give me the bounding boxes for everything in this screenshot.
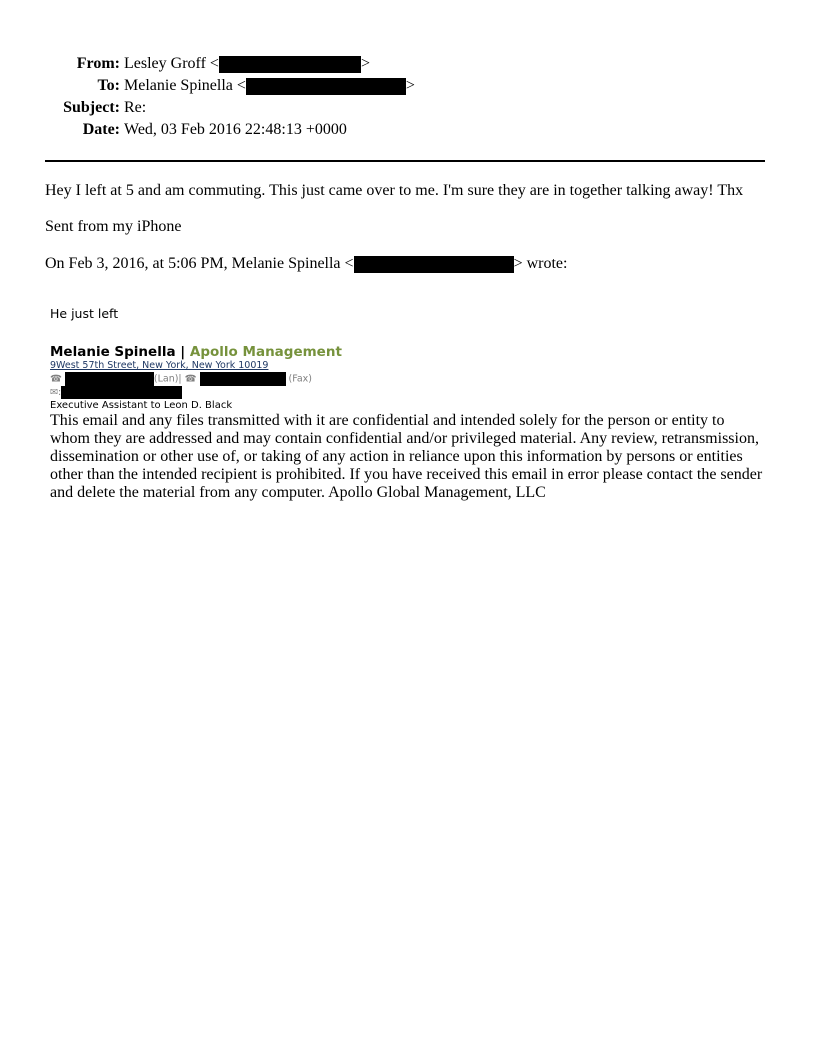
- signature-email-line: [50, 386, 770, 399]
- from-lt: <: [209, 55, 219, 72]
- date-row: [45, 119, 415, 141]
- from-email-redaction: [219, 56, 361, 73]
- message-signature-line: Sent from my iPhone: [45, 218, 182, 235]
- confidentiality-disclaimer: This email and any files transmitted with it are confidential and intended solely for the person or entity to whom they are addressed and may contain confidential and/or privileged material. Any review, retransmission, dissemination or other use of, or taking of any action in reliance upon this information by persons or entities other than the intended recipient is prohibited. If you have received this email in error please contact the sender and delete the material from any computer. Apollo Global Management, LLC: [50, 412, 763, 501]
- reply-prefix: On Feb 3, 2016, at 5:06 PM, Melanie Spinella <: [45, 255, 354, 272]
- subject-value: Re:: [124, 99, 147, 116]
- email-icon: ✉: [50, 387, 58, 398]
- lan-phone-redaction: [65, 372, 154, 386]
- to-lt: <: [236, 77, 246, 94]
- from-label: From:: [76, 55, 120, 72]
- fax-phone-redaction: [200, 372, 286, 386]
- signature-email-redaction: [61, 386, 182, 399]
- fax-phone-icon: ☎: [184, 373, 197, 385]
- to-label: To:: [97, 77, 120, 94]
- reply-email-redaction: [354, 256, 514, 273]
- from-gt: >: [360, 55, 370, 72]
- reply-suffix: > wrote:: [513, 255, 568, 272]
- signature-phone-line: [50, 372, 770, 386]
- from-row: [45, 53, 415, 75]
- fax-label: (Fax): [285, 373, 312, 385]
- date-value: Wed, 03 Feb 2016 22:48:13 +0000: [124, 121, 347, 138]
- subject-label: Subject:: [63, 99, 120, 116]
- from-name: Lesley Groff: [124, 55, 206, 72]
- signature-company: Apollo Management: [189, 344, 342, 360]
- to-gt: >: [405, 77, 415, 94]
- signature-title: Executive Assistant to Leon D. Black: [50, 400, 233, 411]
- to-name: Melanie Spinella: [124, 77, 233, 94]
- subject-row: [45, 97, 415, 119]
- message-line-1: Hey I left at 5 and am commuting. This just came over to me. I'm sure they are in together talking away! Thx: [45, 182, 744, 199]
- date-label: Date:: [82, 121, 120, 138]
- phone-icon: ☎: [50, 373, 62, 385]
- email-colon: :: [57, 387, 62, 398]
- signature-address[interactable]: 9West 57th Street, New York, New York 10019: [50, 360, 269, 371]
- signature-name: Melanie Spinella |: [50, 344, 190, 360]
- reply-attribution: [45, 255, 567, 273]
- quoted-message: [50, 305, 770, 502]
- to-row: [45, 75, 415, 97]
- email-header: [45, 53, 415, 141]
- lan-label: (Lan)|: [153, 373, 185, 385]
- quoted-text: He just left: [50, 306, 119, 321]
- signature-name-line: [50, 344, 770, 360]
- header-divider: [45, 160, 765, 162]
- to-email-redaction: [246, 78, 406, 95]
